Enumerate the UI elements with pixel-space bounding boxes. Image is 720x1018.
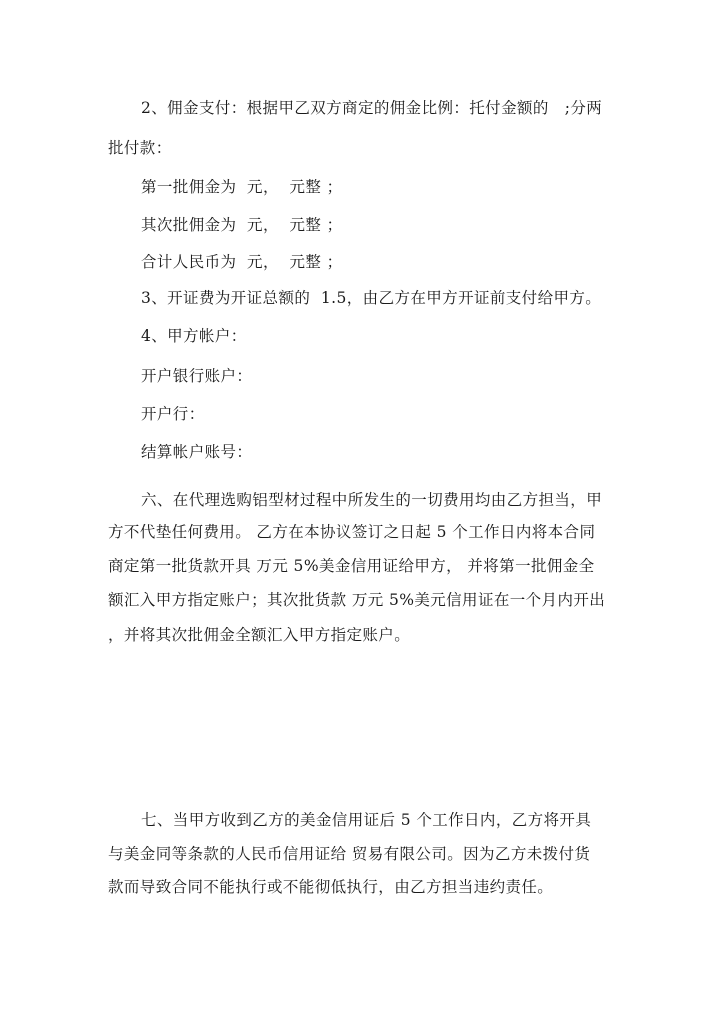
settlement-account-line: 结算帐户账号： — [141, 443, 253, 461]
clause-2-line-1: 2、佣金支付：根据甲乙双方商定的佣金比例：托付金额的 ;分两 — [141, 99, 603, 117]
clause-7-line-1: 七、当甲方收到乙方的美金信用证后 5 个工作日内，乙方将开具 — [141, 811, 592, 829]
clause-7-line-2: 与美金同等条款的人民币信用证给 贸易有限公司。因为乙方未拨付货 — [108, 845, 591, 863]
first-commission-line: 第一批佣金为 元， 元整 ； — [141, 178, 343, 196]
clause-3-line: 3、开证费为开证总额的 1.5，由乙方在甲方开证前支付给甲方。 — [141, 289, 602, 307]
clause-6-line-3: 商定第一批货款开具 万元 5%美金信用证给甲方， 并将第一批佣金全 — [108, 557, 595, 575]
clause-6-line-1: 六、在代理选购铝型材过程中所发生的一切费用均由乙方担当，甲 — [141, 491, 603, 509]
clause-6-line-2: 方不代垫任何费用。 乙方在本协议签订之日起 5 个工作日内将本合同 — [108, 523, 596, 541]
opening-bank-line: 开户行： — [141, 405, 205, 423]
clause-2-line-2: 批付款： — [108, 139, 172, 157]
clause-6-line-5: ，并将其次批佣金全额汇入甲方指定账户。 — [108, 626, 411, 644]
second-commission-line: 其次批佣金为 元， 元整 ； — [141, 216, 343, 234]
bank-account-line: 开户银行账户： — [141, 367, 253, 385]
clause-4-line: 4、甲方帐户： — [141, 327, 247, 345]
clause-7-line-3: 款而导致合同不能执行或不能彻低执行，由乙方担当违约责任。 — [108, 878, 554, 896]
clause-6-line-4: 额汇入甲方指定账户；其次批货款 万元 5%美元信用证在一个月内开出 — [108, 591, 606, 609]
total-rmb-line: 合计人民币为 元， 元整 ； — [141, 253, 343, 271]
